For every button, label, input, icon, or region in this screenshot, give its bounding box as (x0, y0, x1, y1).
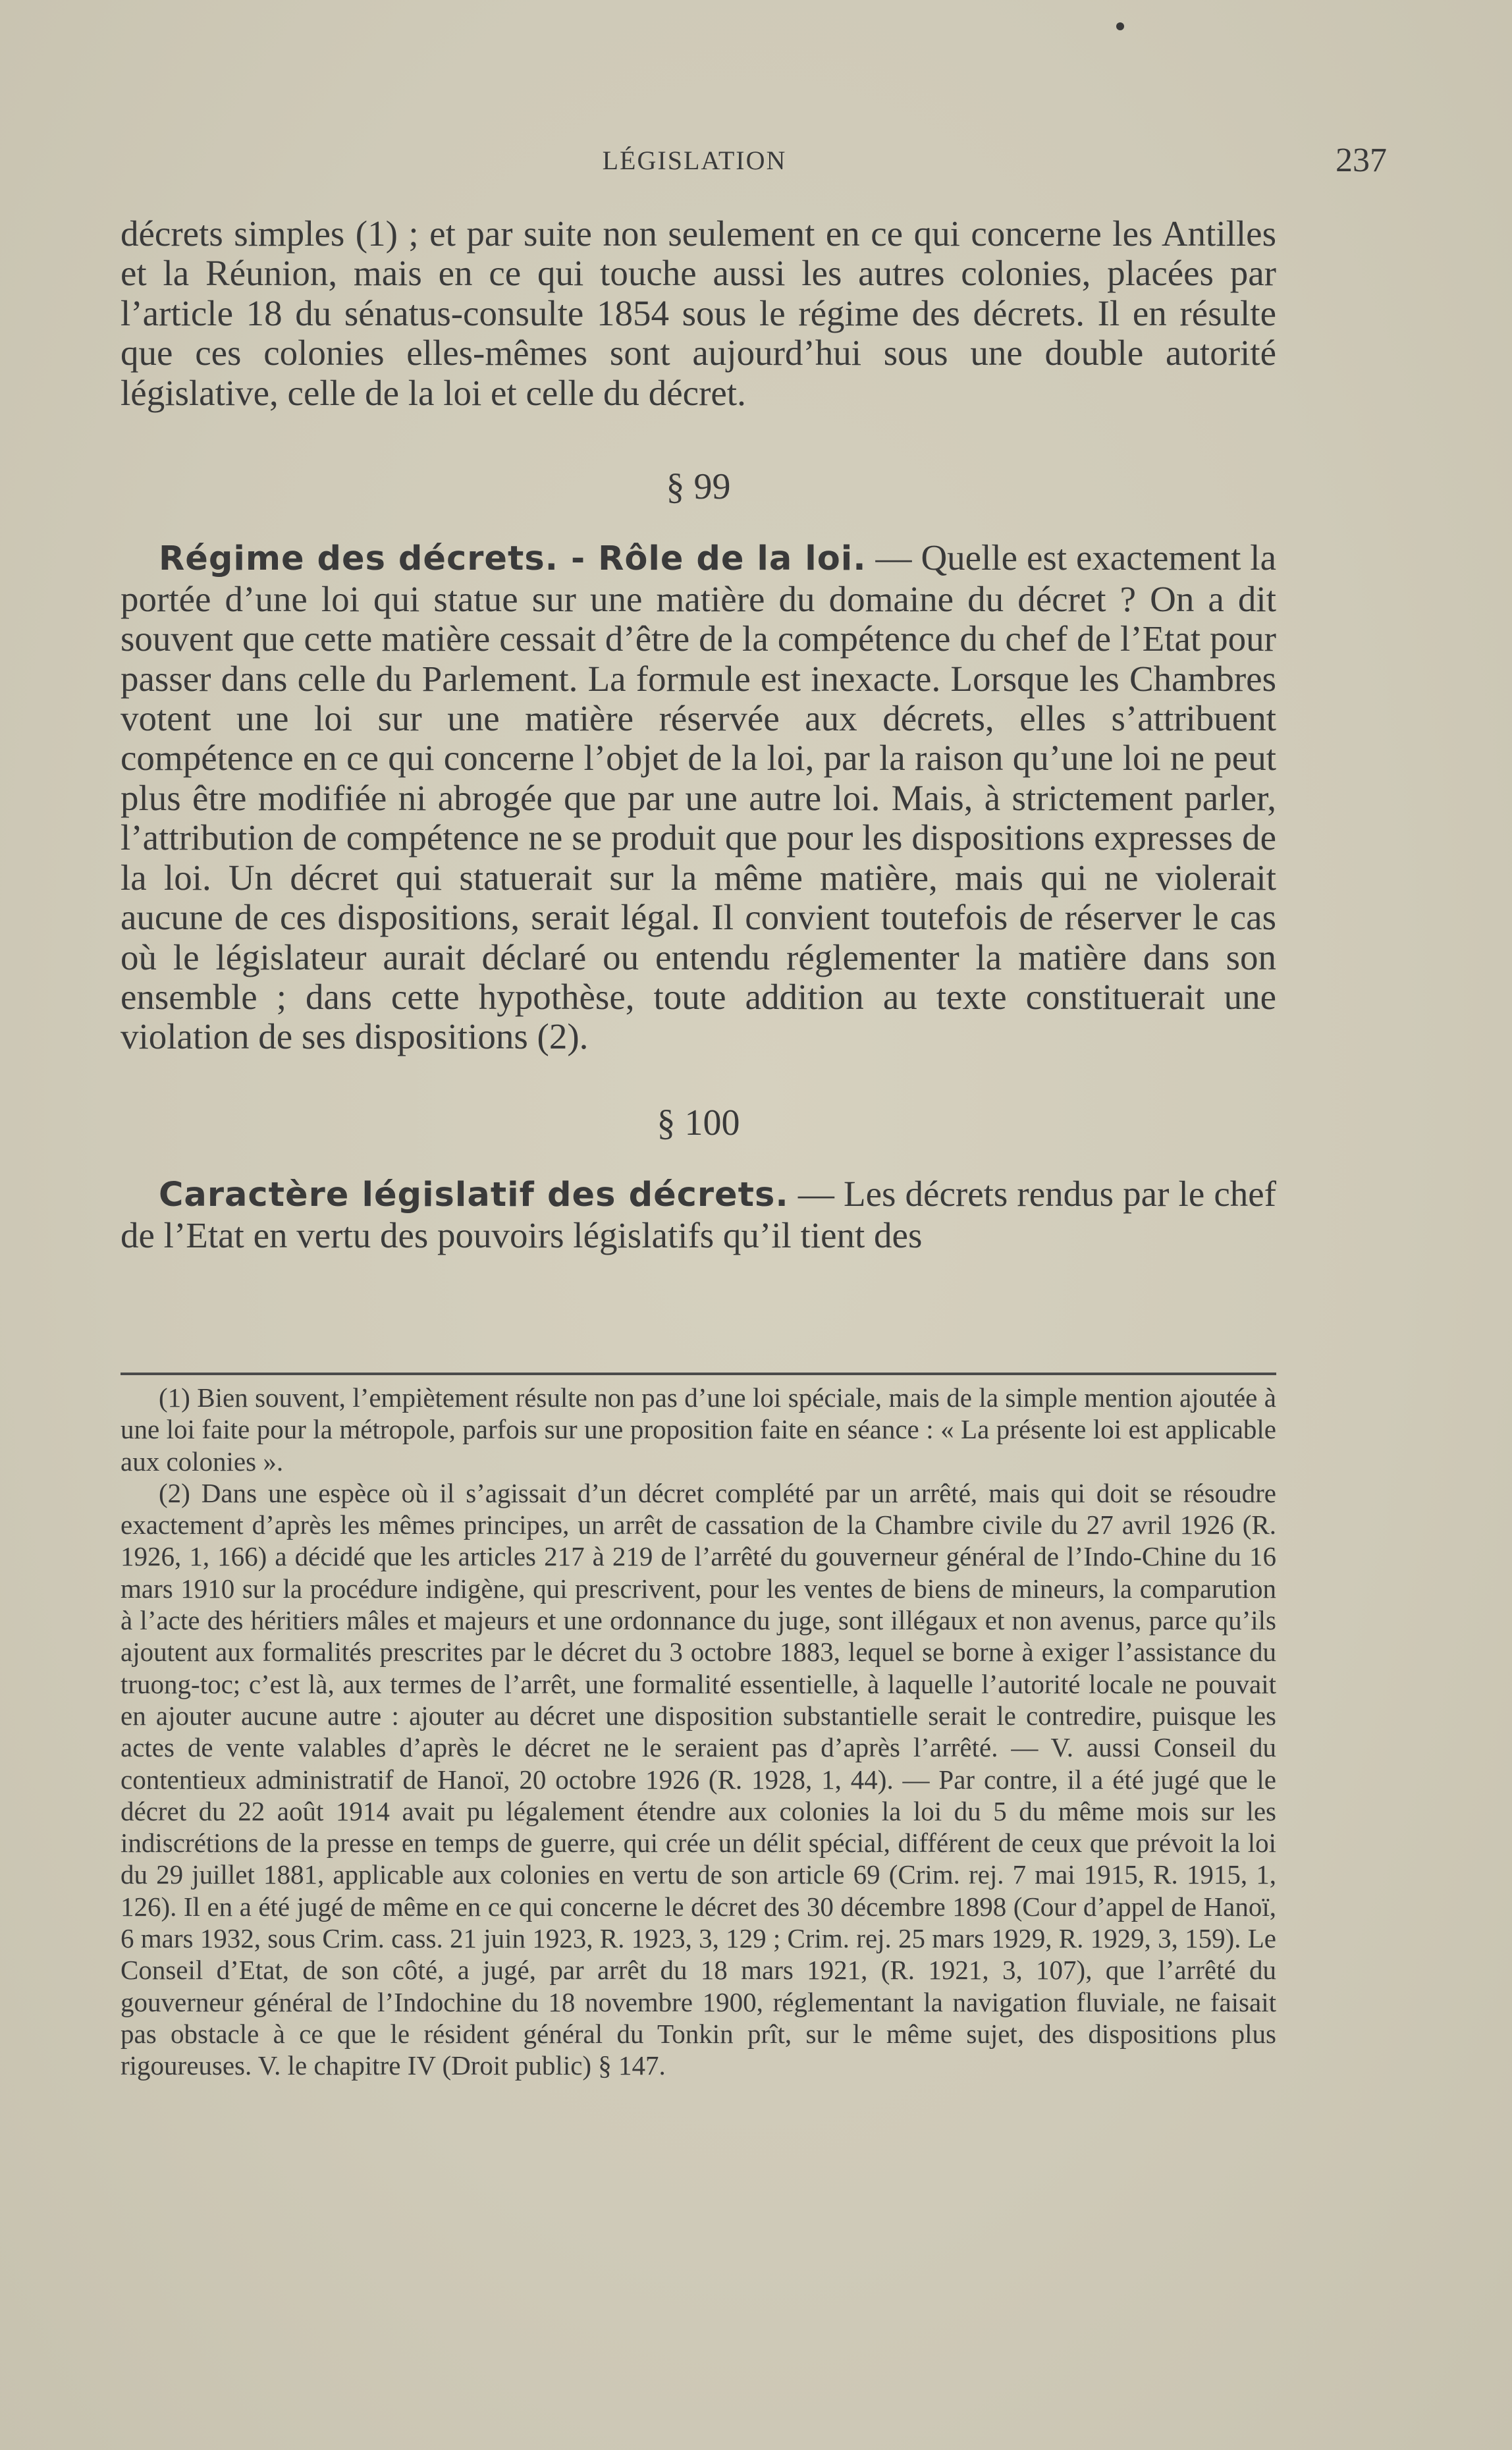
section-99-heading: Régime des décrets. - Rôle de la loi. (159, 539, 867, 579)
opening-paragraph: décrets simples (1) ; et par suite non seulement en ce qui concerne les Antilles et la Réunion, mais en ce qui touche aussi les autres colonies, placées par l’article 18 du sénatus-consulte 1854 sous le régime des décrets. Il en résulte que ces colonies elles-mêmes sont aujourd’hui sous une double autorité législative, celle de la loi et celle du décret. (121, 213, 1276, 413)
ink-speck (1116, 22, 1124, 30)
main-text (121, 214, 1276, 1255)
section-100-text: — Les décrets rendus par le chef de l’Etat en vertu des pouvoirs législatifs qu’il tient des (121, 1174, 1276, 1255)
footnote-2: (2) Dans une espèce où il s’agissait d’un décret complété par un arrêté, mais qui doit se résoudre exactement d’après les mêmes principes, un arrêt de cassation de la Chambre civile du 27 avril 1926 (R. 1926, 1, 166) a décidé que les articles 217 à 219 de l’arrêté du gouverneur général de l’Indo-Chine du 16 mars 1910 sur la procédure indigène, qui prescrivent, pour les ventes de biens de mineurs, la comparution à l’acte des héritiers mâles et majeurs et une ordonnance du juge, sont illégaux et non avenus, parce qu’ils ajoutent aux formalités prescrites par le décret du 3 octobre 1883, lequel se borne à exiger l’assistance du truong-toc; c’est là, aux termes de l’arrêt, une formalité essentielle, à laquelle l’autorité locale ne pouvait en ajouter aucune autre : ajouter au décret une disposition substantielle serait le contredire, puisque les actes de vente valables d’après le décret ne le seraient pas d’après l’arrêté. — V. aussi Conseil du contentieux administratif de Hanoï, 20 octobre 1926 (R. 1928, 1, 44). — Par contre, il a été jugé que le décret du 22 août 1914 avait pu légalement étendre aux colonies la loi du 5 du même mois sur les indiscrétions de la presse en temps de guerre, qui crée un délit spécial, différent de ceux que prévoit la loi du 29 juillet 1881, applicable aux colonies en vertu de son article 69 (Crim. rej. 7 mai 1915, R. 1915, 1, 126). Il en a été jugé de même en ce qui concerne le décret des 30 décembre 1898 (Cour d’appel de Hanoï, 6 mars 1932, sous Crim. cass. 21 juin 1923, R. 1923, 3, 129 ; Crim. rej. 25 mars 1929, R. 1929, 3, 159). Le Conseil d’Etat, de son côté, a jugé, par arrêt du 18 mars 1921, (R. 1921, 3, 107), que l’arrêté du gouverneur général de l’Indochine du 18 novembre 1900, réglementant la navigation fluviale, ne faisait pas obstacle à ce que le résident général du Tonkin prît, sur le même sujet, des dispositions plus rigoureuses. V. le chapitre IV (Droit public) § 147. (121, 1477, 1276, 2081)
footnote-rule (121, 1373, 1276, 1375)
footnote-1: (1) Bien souvent, l’empiètement résulte non pas d’une loi spéciale, mais de la simple mention ajoutée à une loi faite pour la métropole, parfois sur une proposition faite en séance : « La présente loi est applicable aux colonies ». (121, 1382, 1276, 1477)
running-title: LÉGISLATION (602, 146, 787, 175)
footnotes (121, 1382, 1276, 2082)
section-99-paragraph (121, 538, 1276, 1056)
section-99-mark: § 99 (666, 466, 731, 508)
section-100-heading: Caractère législatif des décrets. (159, 1176, 789, 1215)
section-99-text: — Quelle est exactement la portée d’une loi qui statue sur une matière du domaine du décret ? On a dit souvent que cette matière cessait d’être de la compétence du chef de l’Etat pour passer dans celle du Parlement. La formule est inexacte. Lorsque les Chambres votent une loi sur une matière réservée aux décrets, elles s’attribuent compétence en ce qui concerne l’objet de la loi, par la raison qu’une loi ne peut plus être modifiée ni abrogée que par une autre loi. Mais, à strictement parler, l’attribution de compétence ne se produit que pour les dispositions expresses de la loi. Un décret qui statuerait sur la même matière, mais qui ne violerait aucune de ces dispositions, serait légal. Il convient toutefois de réserver le cas où le législateur aurait déclaré ou entendu réglementer la matière dans son ensemble ; dans cette hypothèse, toute addition au texte constituerait une violation de ses dispositions (2). (121, 537, 1276, 1057)
running-head (121, 138, 1387, 184)
section-100-mark: § 100 (657, 1102, 740, 1143)
section-100-paragraph (121, 1174, 1276, 1255)
page-number: 237 (1336, 142, 1387, 179)
